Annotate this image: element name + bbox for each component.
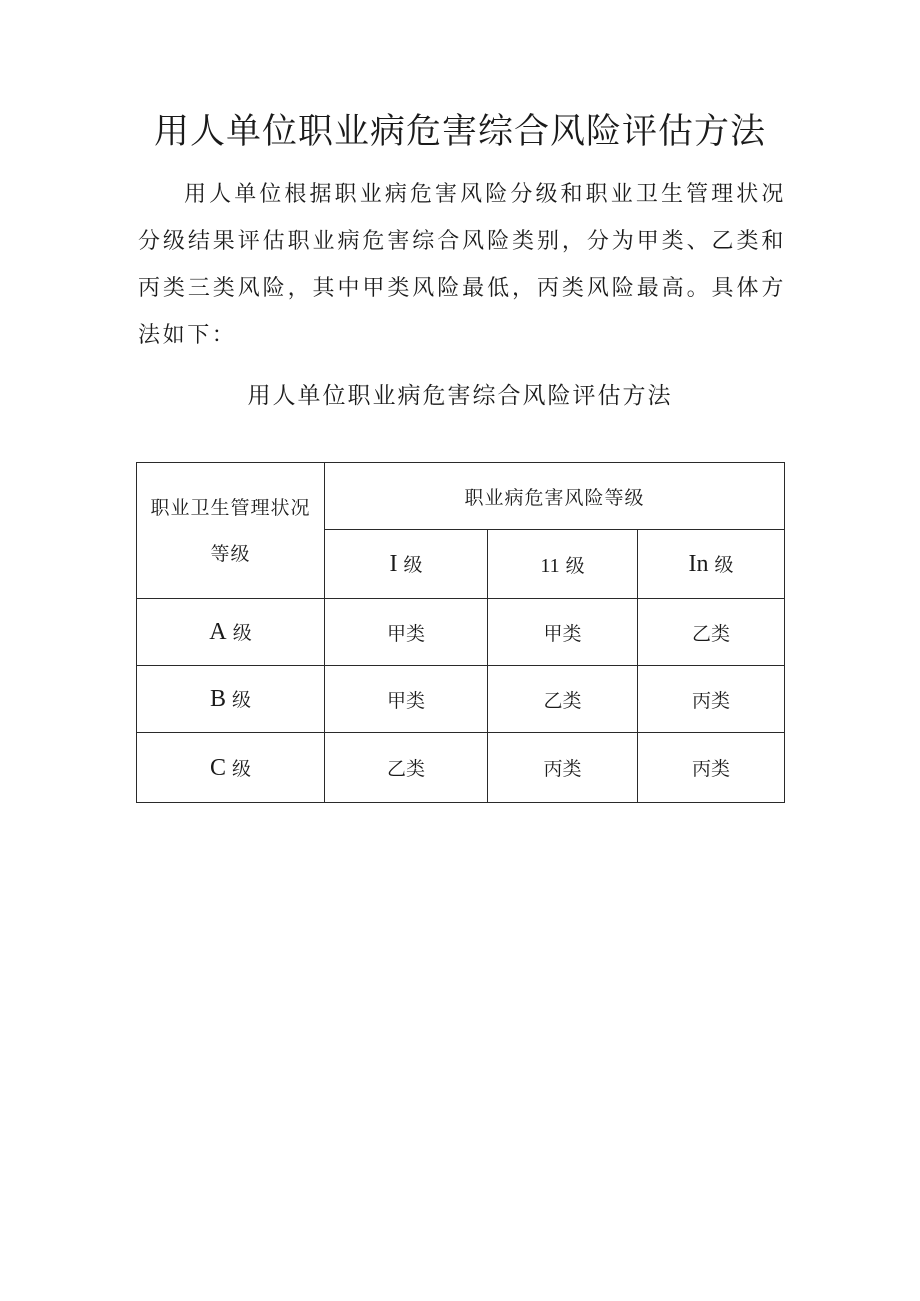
risk-level-suffix: 级 xyxy=(714,554,734,576)
management-level-header xyxy=(137,463,325,599)
risk-class-cell: 乙类 xyxy=(325,733,488,803)
management-grade-cell xyxy=(137,599,325,666)
page-title: 用人单位职业病危害综合风险评估方法 xyxy=(153,112,766,152)
management-grade-cell xyxy=(137,733,325,803)
risk-class-cell: 乙类 xyxy=(638,599,785,666)
grade-mark: C xyxy=(209,754,226,781)
management-level-header-line2: 等级 xyxy=(210,542,251,565)
grade-mark: B xyxy=(209,686,226,712)
table-row xyxy=(137,733,785,803)
risk-class-cell: 乙类 xyxy=(488,666,638,733)
risk-level-suffix: 级 xyxy=(565,554,585,577)
risk-level-1-header xyxy=(325,530,488,599)
grade-suffix: 级 xyxy=(232,622,252,644)
risk-assessment-table xyxy=(136,462,785,803)
risk-class-cell: 丙类 xyxy=(638,666,785,733)
management-level-header-line1: 职业卫生管理状况 xyxy=(150,496,311,519)
risk-level-3-header xyxy=(638,530,785,599)
grade-suffix: 级 xyxy=(232,757,252,780)
table-header-row xyxy=(137,463,785,530)
grade-suffix: 级 xyxy=(232,689,252,711)
table-row xyxy=(137,599,785,666)
risk-level-2-header xyxy=(488,530,638,599)
risk-class-cell: 甲类 xyxy=(325,666,488,733)
table-caption: 用人单位职业病危害综合风险评估方法 xyxy=(247,383,673,409)
grade-mark: A xyxy=(209,619,227,645)
risk-level-suffix: 级 xyxy=(403,554,423,576)
risk-level-mark: 11 xyxy=(540,554,560,577)
risk-class-cell: 甲类 xyxy=(325,599,488,666)
risk-class-cell: 丙类 xyxy=(488,733,638,803)
risk-class-cell: 甲类 xyxy=(488,599,638,666)
risk-level-mark: In xyxy=(688,551,709,577)
risk-level-mark: I xyxy=(389,551,398,577)
risk-class-cell: 丙类 xyxy=(638,733,785,803)
intro-paragraph: 用人单位根据职业病危害风险分级和职业卫生管理状况分级结果评估职业病危害综合风险类别，分为甲类、乙类和丙类三类风险，其中甲类风险最低，丙类风险最高。具体方法如下： xyxy=(138,182,786,348)
table-row xyxy=(137,666,785,733)
management-grade-cell xyxy=(137,666,325,733)
hazard-risk-level-header: 职业病危害风险等级 xyxy=(325,463,785,530)
